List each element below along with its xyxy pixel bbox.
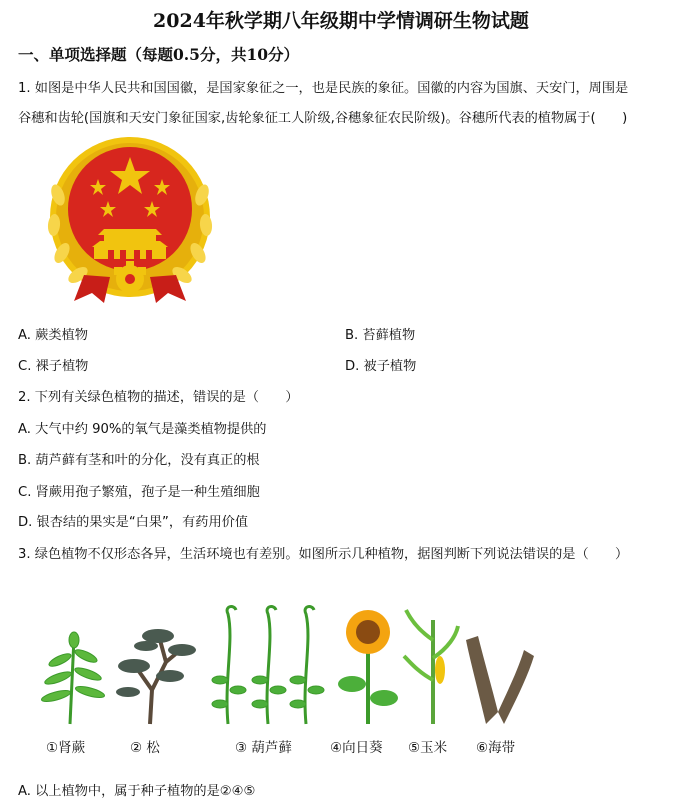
moss-icon (212, 607, 324, 724)
caption-sunflower: ④向日葵 (330, 740, 383, 756)
pine-icon (116, 629, 196, 724)
caption-moss: ③ 葫芦藓 (235, 740, 292, 756)
q1-stem-line2: 谷穗和齿轮(国旗和天安门象征国家,齿轮象征工人阶级,谷穗象征农民阶级)。谷穗所代表的植物属于( ) (18, 111, 628, 126)
corn-icon (404, 610, 458, 724)
q1-option-a[interactable]: A. 蕨类植物 (18, 328, 88, 343)
q2-option-d[interactable]: D. 银杏结的果实是“白果”，有药用价值 (18, 515, 249, 530)
caption-corn: ⑤玉米 (408, 740, 448, 756)
emblem-tiananmen-icon (92, 229, 168, 259)
q1-option-b[interactable]: B. 苔藓植物 (345, 328, 416, 343)
q2-option-c[interactable]: C. 肾蕨用孢子繁殖，孢子是一种生殖细胞 (18, 485, 260, 500)
caption-kelp: ⑥海带 (476, 740, 516, 756)
national-emblem-image (44, 135, 220, 307)
section-heading: 一、单项选择题（每题0.5分，共10分） (18, 45, 300, 64)
q3-stem: 3. 绿色植物不仅形态各异，生活环境也有差别。如图所示几种植物，据图判断下列说法错误的是（ ） (18, 547, 629, 562)
kelp-icon (466, 636, 534, 724)
caption-pine: ② 松 (130, 740, 160, 756)
q1-option-d[interactable]: D. 被子植物 (345, 359, 417, 374)
q3-option-a[interactable]: A. 以上植物中，属于种子植物的是②④⑤ (18, 784, 256, 799)
q2-stem: 2. 下列有关绿色植物的描述，错误的是（ ） (18, 390, 299, 405)
q2-option-a[interactable]: A. 大气中约 90%的氧气是藻类植物提供的 (18, 422, 267, 437)
plants-image (38, 600, 558, 728)
fern-icon (40, 632, 105, 724)
q1-option-c[interactable]: C. 裸子植物 (18, 359, 89, 374)
q2-option-b[interactable]: B. 葫芦藓有茎和叶的分化，没有真正的根 (18, 453, 260, 468)
sunflower-icon (338, 610, 398, 724)
page-title: 2024年秋学期八年级期中学情调研生物试题 (153, 10, 529, 32)
q1-stem-line1: 1. 如图是中华人民共和国国徽，是国家象征之一，也是民族的象征。国徽的内容为国旗、天安门，周围是 (18, 81, 629, 96)
caption-fern: ①肾蕨 (46, 740, 86, 756)
